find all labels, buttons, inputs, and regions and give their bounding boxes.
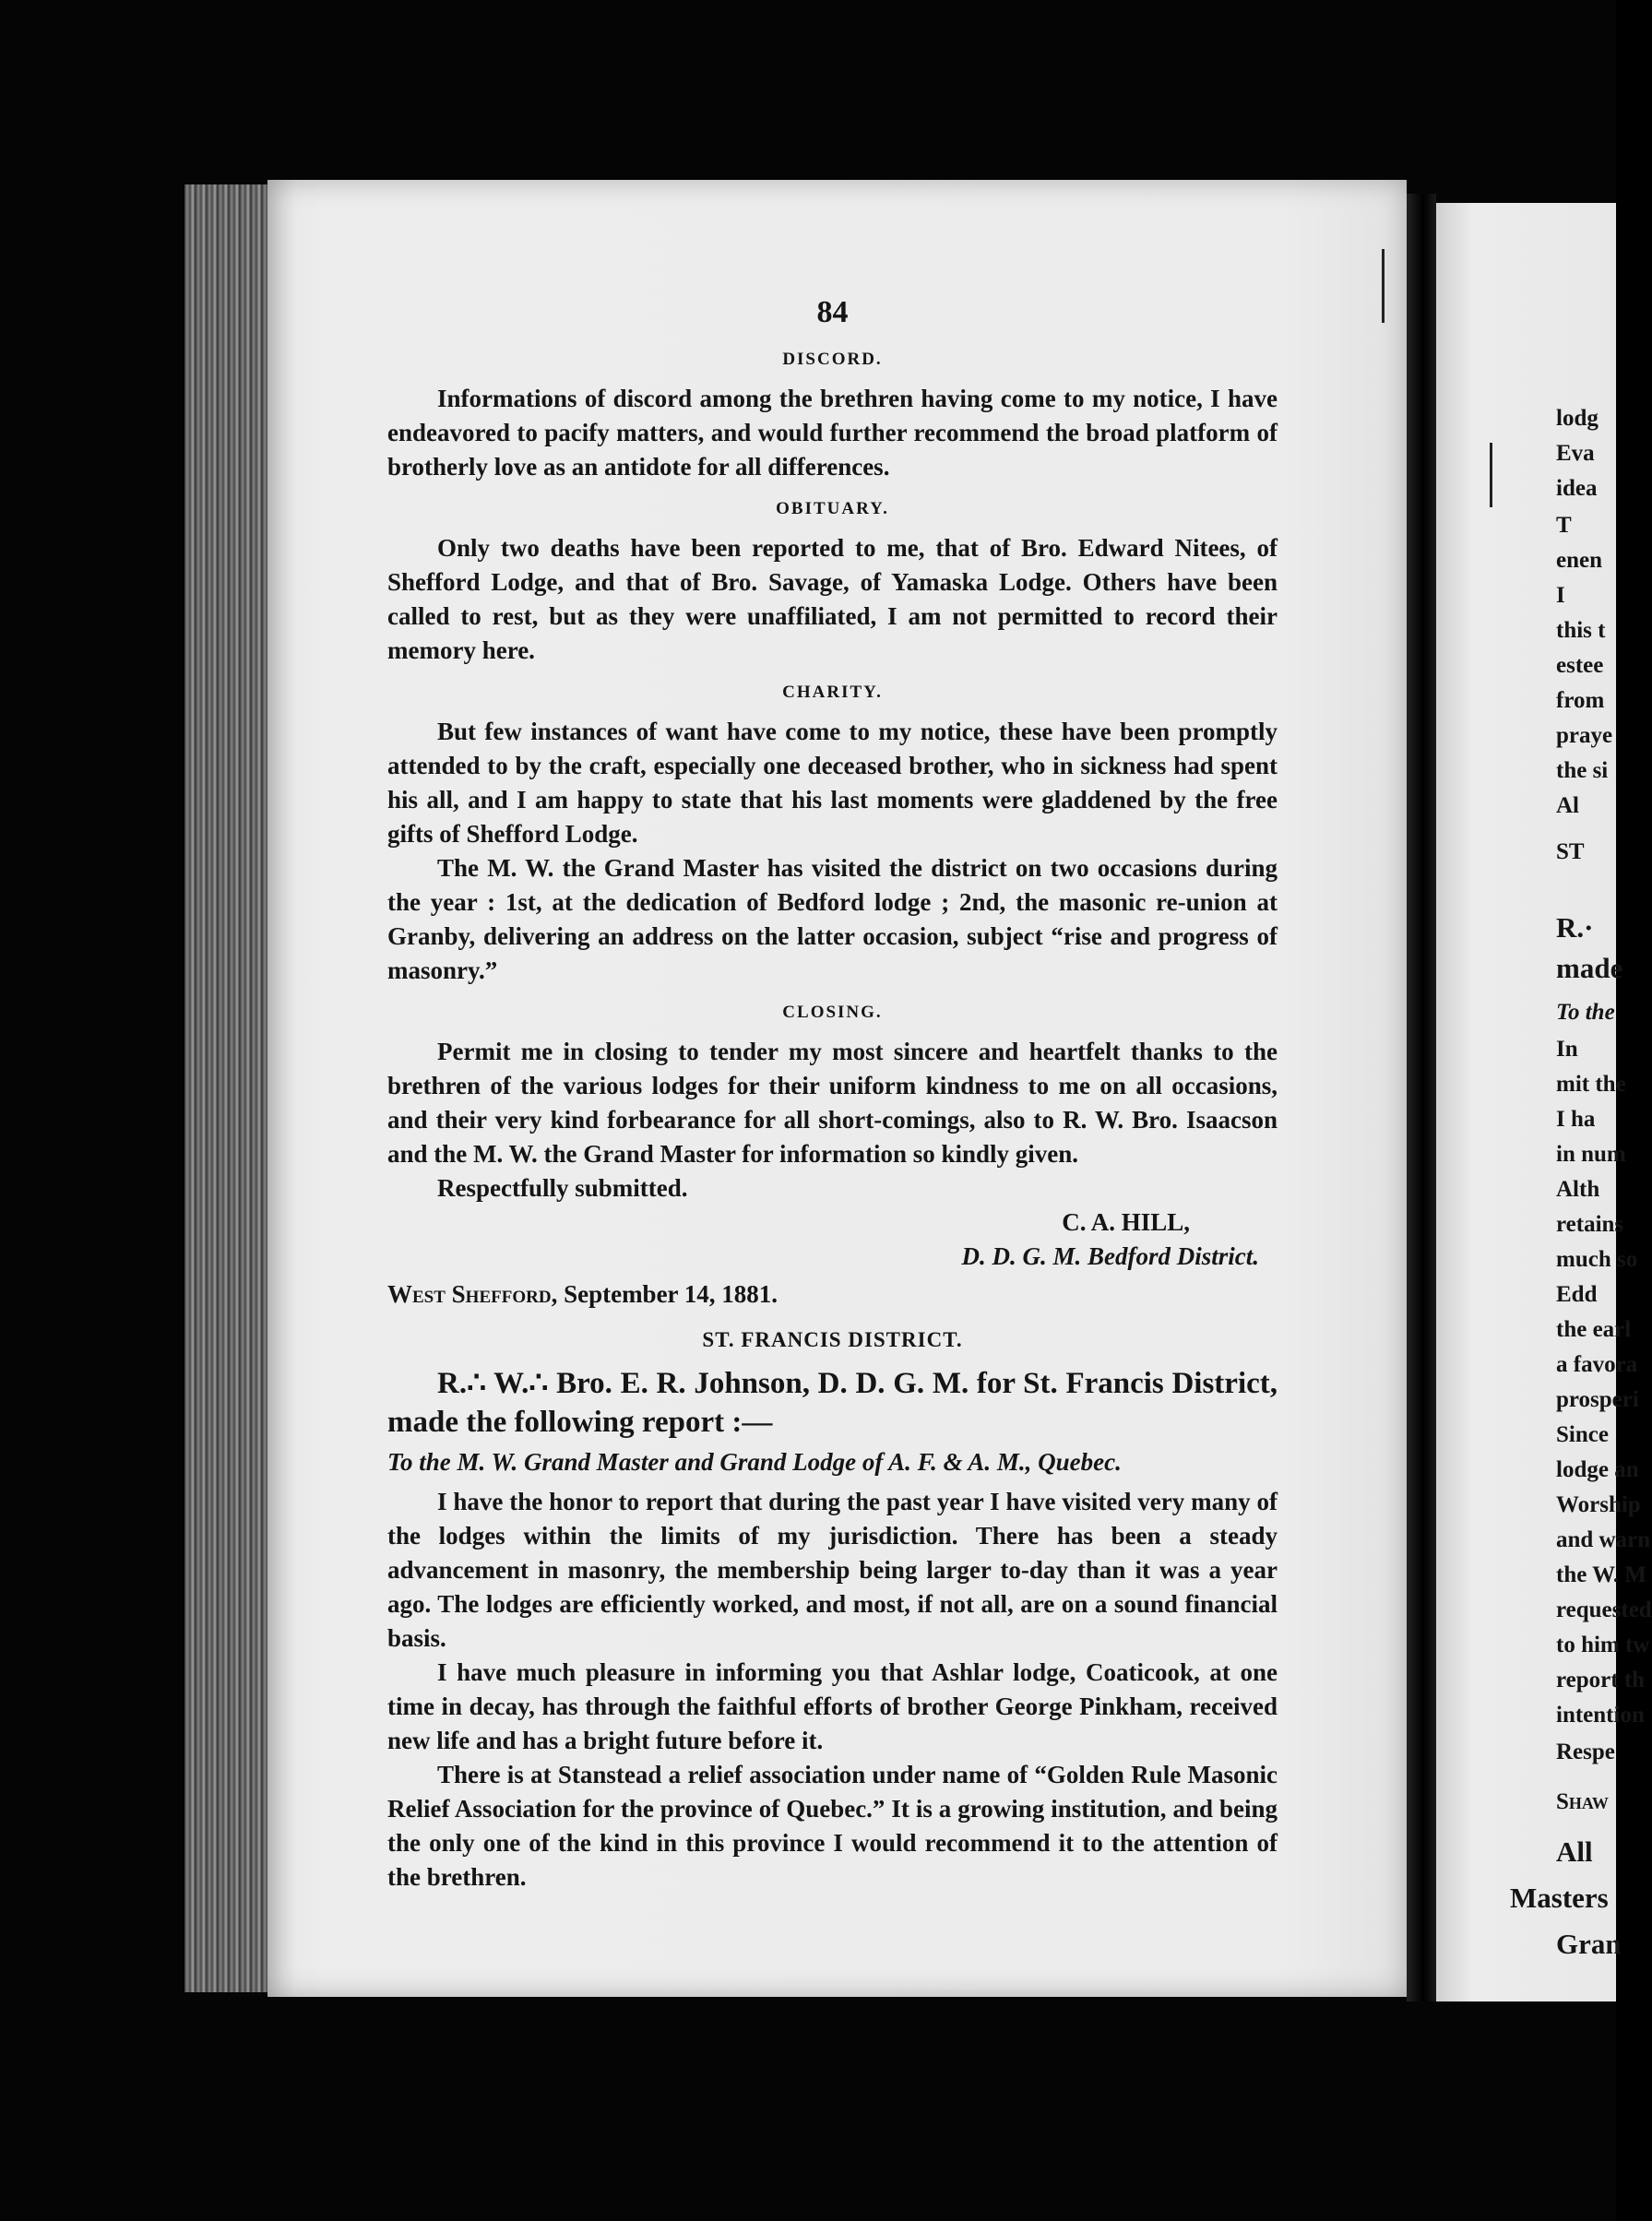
respectfully-submitted: Respectfully submitted. <box>437 1174 688 1202</box>
right-fragment: and warn <box>1556 1527 1651 1552</box>
dateline <box>387 1277 1278 1312</box>
right-fragment: a favora <box>1556 1352 1638 1377</box>
grand-master-visit-paragraph: The M. W. the Grand Master has visited the district on two occasions during the year : 1st, at the dedication of Bedford lodge ; 2nd, the masonic re-union at Granby, delivering an address on the latter occasion, subject “rise and progress of masonry.” <box>387 854 1278 984</box>
report-addressee: To the M. W. Grand Master and Grand Lodge of A. F. & A. M., Quebec. <box>387 1448 1122 1476</box>
section-heading-obituary: OBITUARY. <box>776 499 889 518</box>
right-fragment: Masters <box>1510 1882 1609 1914</box>
report-intro: R.∴ W.∴ Bro. E. R. Johnson, D. D. G. M. for St. Francis District, made the following report :— <box>387 1367 1278 1439</box>
right-fragment: enen <box>1556 548 1602 573</box>
right-fragment: requested <box>1556 1597 1652 1622</box>
right-fragment: the si <box>1556 758 1609 783</box>
right-fragment: R.· <box>1556 911 1594 944</box>
right-fragment: All <box>1556 1835 1593 1868</box>
right-fragment: Eva <box>1556 441 1595 466</box>
right-fragment: In <box>1556 1037 1578 1062</box>
right-fragment: made <box>1556 952 1623 984</box>
right-fragment: prosperi <box>1556 1387 1639 1412</box>
right-fragment: Al <box>1556 793 1579 818</box>
book-gutter <box>1407 194 1436 2001</box>
right-fragment: intention <box>1556 1703 1645 1728</box>
right-fragment: to him tw <box>1556 1633 1650 1657</box>
charity-paragraph: But few instances of want have come to my notice, these have been promptly attended to by the craft, especially one deceased brother, who in sickness had spent his all, and I am happy to state that his last moments were gladdened by the free gifts of Shefford Lodge. <box>387 718 1278 848</box>
section-heading-discord: DISCORD. <box>782 350 883 369</box>
right-fragment: praye <box>1556 723 1613 748</box>
closing-paragraph: Permit me in closing to tender my most sincere and heartfelt thanks to the brethren of the various lodges for their uniform kindness to me on all occasions, and their very kind forbearance for all short-comings, also to R. W. Bro. Isaacson and the M. W. the Grand Master for information so kindly given. <box>387 1038 1278 1168</box>
right-fragment: idea <box>1556 476 1598 501</box>
right-fragment: Edd <box>1556 1282 1598 1307</box>
signature-name: C. A. HILL, <box>1062 1208 1190 1236</box>
right-fragment: in num <box>1556 1142 1626 1167</box>
section-heading-closing: CLOSING. <box>782 1003 883 1022</box>
report-paragraph-2: I have much pleasure in informing you that Ashlar lodge, Coaticook, at one time in decay, has through the faithful efforts of brother George Pinkham, received new life and has a bright future before it. <box>387 1658 1278 1754</box>
right-fragment: Alth <box>1556 1177 1600 1202</box>
right-fragment: lodg <box>1556 406 1599 431</box>
right-fragment: the W. M <box>1556 1562 1646 1587</box>
right-fragment: from <box>1556 688 1605 713</box>
right-page-text <box>1436 203 1652 2001</box>
right-fragment: T <box>1556 513 1572 538</box>
discord-paragraph: Informations of discord among the brethren having come to my notice, I have endeavored to pacify matters, and would further recommend the broad platform of brotherly love as an antidote for all differences. <box>387 385 1278 481</box>
right-fragment: Shaw <box>1556 1789 1609 1814</box>
right-fragment: much so <box>1556 1247 1638 1272</box>
right-fragment: ST <box>1556 839 1585 864</box>
right-fragment: Since <box>1556 1422 1609 1447</box>
page-mark <box>1490 443 1492 507</box>
right-fragment: Worship <box>1556 1492 1641 1517</box>
section-heading-charity: CHARITY. <box>782 683 883 702</box>
obituary-paragraph: Only two deaths have been reported to me, that of Bro. Edward Nitees, of Shefford Lodge, and that of Bro. Savage, of Yamaska Lodge. Others have been called to rest, but as they were unaffiliated, I am not permitted to record their memory here. <box>387 534 1278 664</box>
page-edges <box>184 184 272 1992</box>
right-fragment: this t <box>1556 618 1606 643</box>
dateline-date: September 14, 1881. <box>557 1280 778 1308</box>
report-paragraph-1: I have the honor to report that during the past year I have visited very many of the lodges within the limits of my jurisdiction. There has been a steady advancement in masonry, the membership being larger to-day than it was a year ago. The lodges are efficiently worked, and most, if not all, are on a sound financial basis. <box>387 1488 1278 1652</box>
page-number: 84 <box>816 295 849 329</box>
page-mark <box>1382 249 1385 323</box>
right-fragment: I ha <box>1556 1107 1596 1132</box>
right-fragment: lodge an <box>1556 1457 1639 1482</box>
page-content <box>387 295 1278 1894</box>
signature-title: D. D. G. M. Bedford District. <box>961 1242 1259 1270</box>
report-paragraph-3: There is at Stanstead a relief association under name of “Golden Rule Masonic Relief Association for the province of Quebec.” It is a growing institution, and being the only one of the kind in this province I would recommend it to the attention of the brethren. <box>387 1761 1278 1891</box>
right-fragment: estee <box>1556 653 1604 678</box>
right-fragment: the earl <box>1556 1317 1632 1342</box>
right-fragment: report th <box>1556 1668 1646 1692</box>
right-fragment: To the <box>1556 1000 1615 1025</box>
right-fragment: Gran <box>1556 1928 1622 1960</box>
right-fragment: I <box>1556 583 1565 608</box>
right-fragment: retains <box>1556 1212 1624 1237</box>
right-fragment: Respe <box>1556 1740 1615 1764</box>
right-fragment: mit the <box>1556 1072 1626 1097</box>
district-heading: ST. FRANCIS DISTRICT. <box>702 1328 963 1351</box>
dateline-place: West Shefford, <box>387 1280 558 1308</box>
